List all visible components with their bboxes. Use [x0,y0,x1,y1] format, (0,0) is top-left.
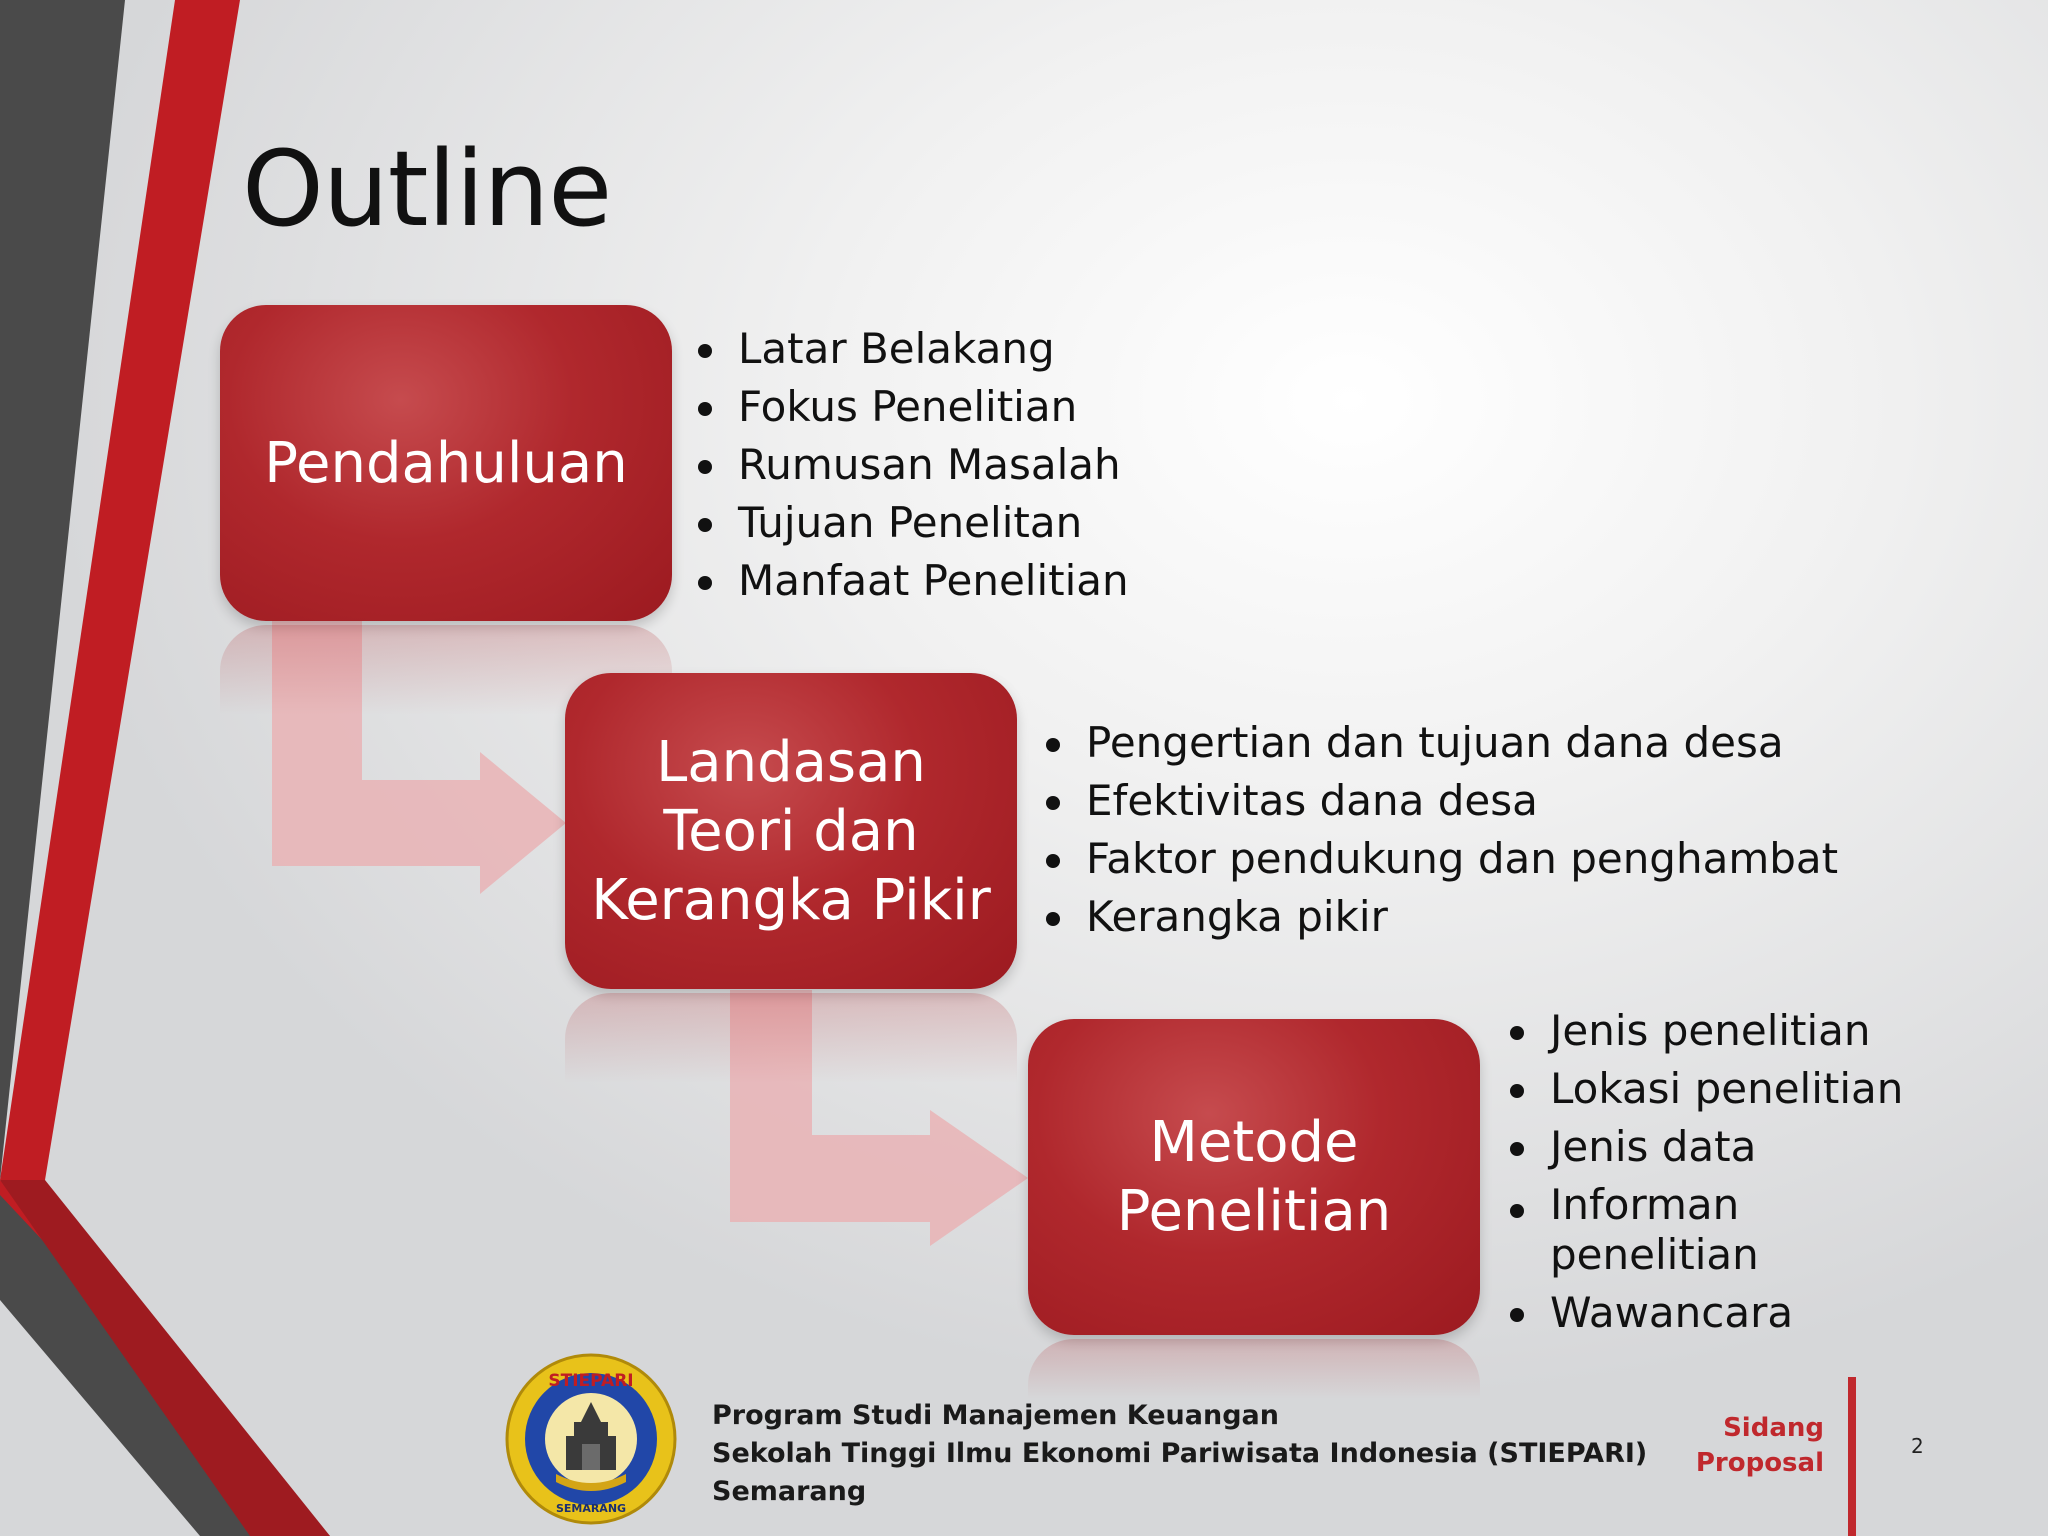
footer-divider [1848,1377,1856,1536]
list-item: Pengertian dan tujuan dana desa [1046,714,1838,772]
stiepari-logo-icon [504,1352,678,1526]
list-item: Faktor pendukung dan penghambat [1046,830,1838,888]
section-heading: Pendahuluan [264,430,628,496]
list-item: Efektivitas dana desa [1046,772,1838,830]
footer-institution [712,1397,1647,1511]
list-item: Wawancara [1510,1284,1903,1342]
badge-line-1: Sidang [1723,1413,1824,1443]
list-item: Latar Belakang [698,320,1129,378]
footer-line-program: Program Studi Manajemen Keuangan [712,1400,1279,1431]
list-item: Informan penelitian [1510,1180,1903,1280]
list-item: Manfaat Penelitian [698,552,1129,610]
logo-top-text: STIEPARI [548,1371,634,1391]
section-box-pendahuluan [220,305,672,621]
list-item: Kerangka pikir [1046,888,1838,946]
bullet-list-metode-penelitian [1510,1002,1903,1342]
badge-line-2: Proposal [1695,1448,1824,1478]
footer-line-school: Sekolah Tinggi Ilmu Ekonomi Pariwisata Indonesia (STIEPARI) [712,1438,1648,1469]
footer-badge [1696,1411,1824,1481]
logo-bottom-text: SEMARANG [555,1502,627,1515]
list-item: Jenis penelitian [1510,1002,1903,1060]
footer-line-city: Semarang [712,1476,867,1507]
box-reflection [1028,1339,1480,1399]
list-item: Fokus Penelitian [698,378,1129,436]
bullet-list-landasan-teori [1046,714,1838,946]
section-box-landasan-teori [565,673,1017,989]
section-heading: Metode Penelitian [1116,1110,1392,1244]
page-number: 2 [1911,1434,1924,1458]
slide-title: Outline [242,128,612,250]
bullet-list-pendahuluan [698,320,1129,610]
list-item: Jenis data [1510,1118,1903,1176]
box-reflection [565,993,1017,1083]
list-item: Rumusan Masalah [698,436,1129,494]
list-item: Lokasi penelitian [1510,1060,1903,1118]
list-item: Tujuan Penelitan [698,494,1129,552]
section-heading: Landasan Teori dan Kerangka Pikir [591,729,991,933]
section-box-metode-penelitian [1028,1019,1480,1335]
